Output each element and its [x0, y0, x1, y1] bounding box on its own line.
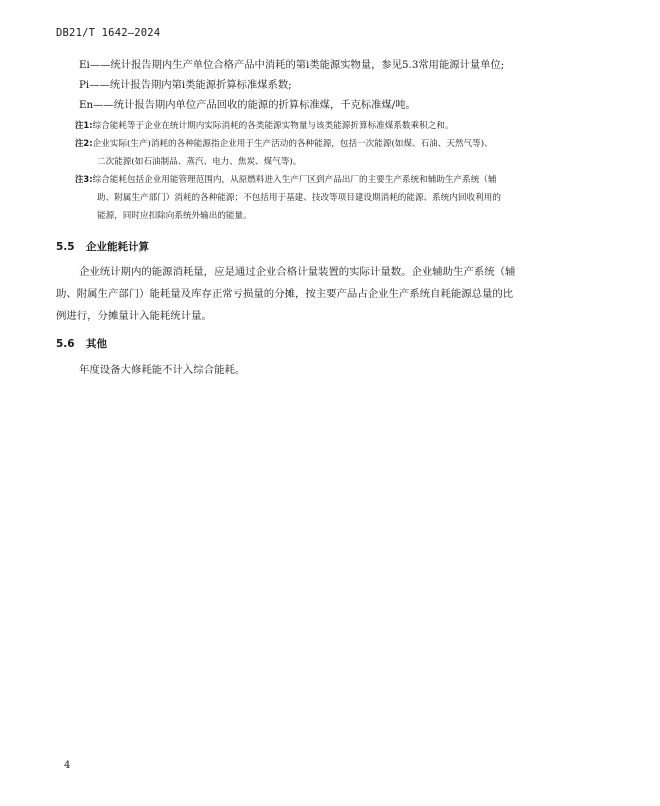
- section-5-5-heading: [56, 239, 149, 254]
- note-3-text-line-3: 能源，同时应扣除向系统外输出的能量。: [97, 211, 252, 221]
- section-5-6-title: 其他: [86, 338, 107, 350]
- definition-en: En——统计报告期内单位产品回收的能源的折算标准煤，千克标准煤/吨。: [79, 99, 416, 111]
- section-5-6-heading: [56, 336, 107, 351]
- note-2: [75, 137, 493, 149]
- document-id: DB21/T 1642—2024: [56, 27, 161, 39]
- page-number: 4: [64, 760, 71, 771]
- section-5-6-para-line-1: 年度设备大修耗能不计入综合能耗。: [79, 364, 246, 376]
- definition-ei: Ei——统计报告期内生产单位合格产品中消耗的第i类能源实物量，参见5.3常用能源计量单位;: [79, 59, 505, 71]
- section-5-5-para-line-1: 企业统计期内的能源消耗量，应是通过企业合格计量装置的实际计量数。企业辅助生产系统（辅: [79, 266, 516, 278]
- note-3-text-line-1: 综合能耗包括企业用能管理范围内，从原燃料进入生产厂区到产品出厂的主要生产系统和辅助生产系统（辅: [92, 175, 497, 185]
- note-2-tag: 注2:: [75, 138, 93, 148]
- note-1-text: 综合能耗等于企业在统计期内实际消耗的各类能源实物量与该类能源折算标准煤系数乘积之和。: [92, 121, 454, 131]
- note-2-text-line-2: 二次能源(如石油制品、蒸汽、电力、焦炭、煤气等)。: [97, 157, 302, 167]
- note-1-tag: 注1:: [75, 120, 93, 130]
- section-5-6-number: 5.6: [56, 338, 75, 350]
- note-1: [75, 119, 454, 131]
- section-5-5-number: 5.5: [56, 241, 75, 253]
- note-3: [75, 173, 496, 185]
- section-5-5-para-line-2: 助、附属生产部门）能耗量及库存正常亏损量的分摊，按主要产品占企业生产系统自耗能源总量的比: [56, 288, 514, 300]
- definition-pi: Pi——统计报告期内第i类能源折算标准煤系数;: [79, 79, 292, 91]
- section-5-5-para-line-3: 例进行，分摊量计入能耗统计量。: [56, 310, 212, 322]
- note-3-text-line-2: 助、附属生产部门）消耗的各种能源；不包括用于基建、技改等项目建设期消耗的能源、系统内回收利用的: [97, 193, 501, 203]
- note-2-text-line-1: 企业实际(生产)消耗的各种能源指企业用于生产活动的各种能源，包括一次能源(如煤、石油、天然气等)、: [92, 139, 493, 149]
- note-3-tag: 注3:: [75, 174, 93, 184]
- section-5-5-title: 企业能耗计算: [86, 241, 149, 253]
